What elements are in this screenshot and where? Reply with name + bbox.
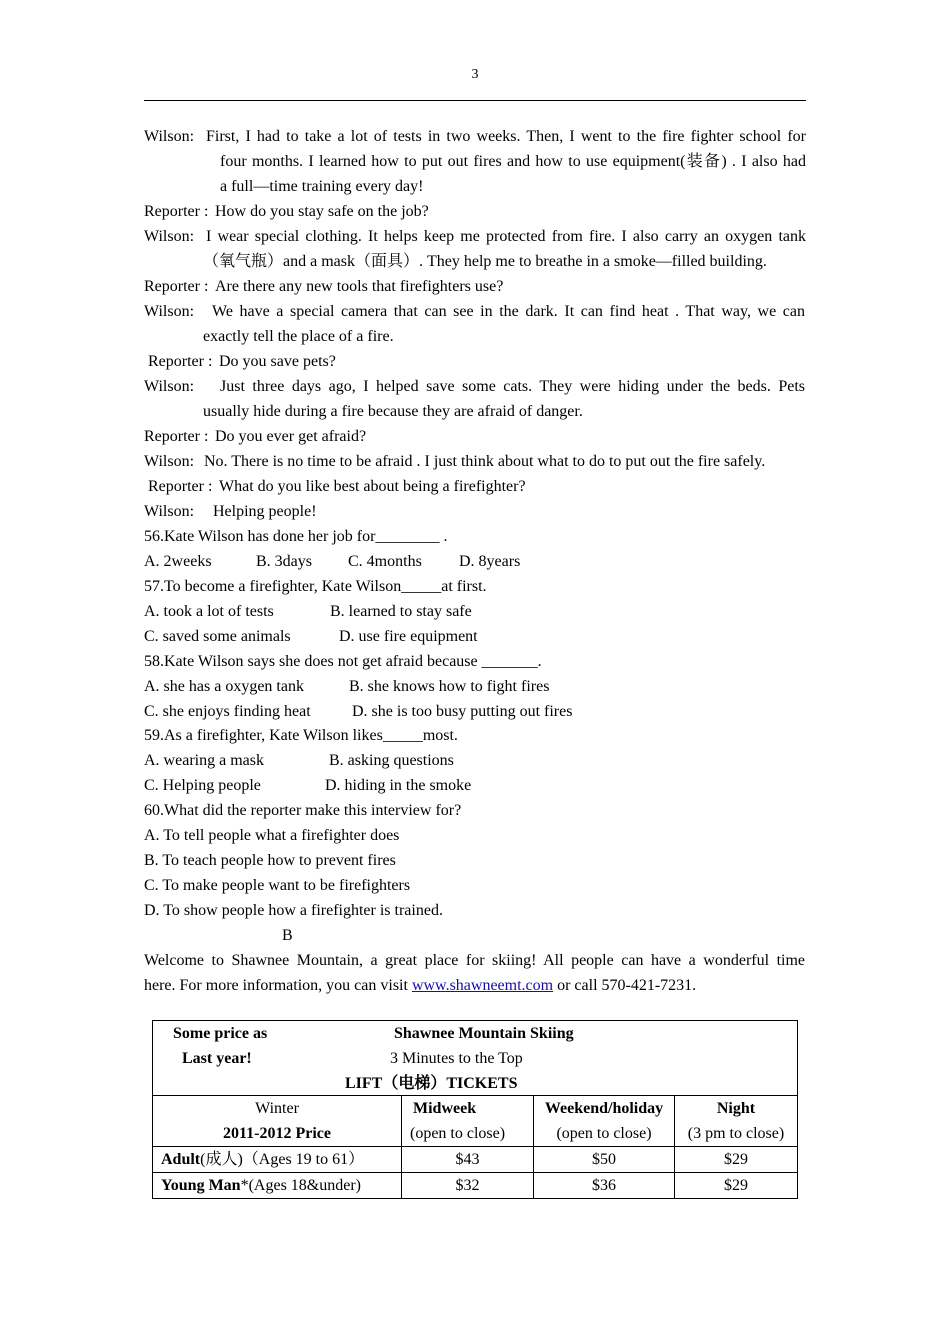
price-cell: $43 [402,1147,534,1173]
price-note-line2: Last year! [182,1050,252,1067]
dialogue-text: We have a special camera that can see in the dark. It can find heat . That way, we can [212,303,805,320]
table-header-row [153,1096,798,1147]
question-60-stem: 60.What did the reporter make this interview for? [144,802,462,819]
dialogue-speaker: Reporter : [148,478,213,495]
dialogue-text: exactly tell the place of a fire. [203,328,394,345]
table-subtitle: 3 Minutes to the Top [390,1050,523,1067]
price-cell: $36 [534,1173,675,1199]
question-57-option-a: A. took a lot of tests [144,603,274,620]
dialogue-speaker: Reporter : [144,278,209,295]
dialogue-speaker: Wilson: [144,503,195,520]
dialogue-speaker: Wilson: [144,303,195,320]
question-57-option-c: C. saved some animals [144,628,291,645]
question-58-option-a: A. she has a oxygen tank [144,678,304,695]
question-60-option-d: D. To show people how a firefighter is trained. [144,902,443,919]
question-57-option-d: D. use fire equipment [339,628,478,645]
row-label-young-man: Young Man*(Ages 18&under) [153,1173,402,1199]
dialogue-text: First, I had to take a lot of tests in two weeks. Then, I went to the fire fighter school for [206,128,806,145]
question-58-option-d: D. she is too busy putting out fires [352,703,573,720]
price-cell: $50 [534,1147,675,1173]
column-header-winter: Winter 2011-2012 Price [153,1096,402,1147]
table-row [153,1147,798,1173]
column-header-weekend: Weekend/holiday (open to close) [534,1096,675,1147]
website-link[interactable]: www.shawneemt.com [411,977,554,994]
page-number: 3 [471,67,479,82]
table-title-row [153,1021,798,1096]
dialogue-text: No. There is no time to be afraid . I just think about what to do to put out the fire safely. [204,453,766,470]
dialogue-speaker: Wilson: [144,453,195,470]
dialogue-text: usually hide during a fire because they are afraid of danger. [203,403,583,420]
dialogue-speaker: Wilson: [144,128,195,145]
dialogue-text: a full—time training every day! [220,178,424,195]
question-56-stem: 56.Kate Wilson has done her job for________ . [144,528,448,545]
dialogue-text: Just three days ago, I helped save some cats. They were hiding under the beds. Pets [220,378,805,395]
question-59-option-b: B. asking questions [329,752,454,769]
question-58-stem: 58.Kate Wilson says she does not get afraid because _______. [144,653,542,670]
question-59-option-d: D. hiding in the smoke [325,777,472,794]
dialogue-speaker: Reporter : [144,428,209,445]
question-57-stem: 57.To become a firefighter, Kate Wilson_____at first. [144,578,487,595]
price-cell: $29 [675,1147,798,1173]
lift-tickets-label: LIFT（电梯）TICKETS [345,1075,518,1092]
question-56-option-b: B. 3days [256,553,312,570]
ticket-price-table [152,1020,798,1199]
dialogue-text: Helping people! [213,503,317,520]
question-58-option-c: C. she enjoys finding heat [144,703,311,720]
question-58-option-b: B. she knows how to fight fires [349,678,550,695]
dialogue-text: Do you ever get afraid? [215,428,367,445]
dialogue-text: How do you stay safe on the job? [215,203,429,220]
dialogue-text: I wear special clothing. It helps keep me protected from fire. I also carry an oxygen tank [206,228,806,245]
dialogue-speaker: Reporter : [148,353,213,370]
question-57-option-b: B. learned to stay safe [330,603,472,620]
column-header-midweek: Midweek (open to close) [402,1096,534,1147]
question-56-option-d: D. 8years [459,553,521,570]
header-rule [144,100,806,101]
dialogue-speaker: Wilson: [144,228,195,245]
dialogue-text: What do you like best about being a firefighter? [219,478,526,495]
column-header-night: Night (3 pm to close) [675,1096,798,1147]
dialogue-text: four months. I learned how to put out fires and how to use equipment(装备) . I also had [220,153,806,170]
dialogue-speaker: Wilson: [144,378,195,395]
section-intro: Welcome to Shawnee Mountain, a great place for skiing! All people can have a wonderful time [144,952,805,969]
section-heading: B [282,927,293,944]
table-title-cell [153,1021,798,1096]
question-56-option-a: A. 2weeks [144,553,212,570]
question-60-option-c: C. To make people want to be firefighters [144,877,411,894]
dialogue-text: Do you save pets? [219,353,336,370]
dialogue-speaker: Reporter : [144,203,209,220]
question-59-option-a: A. wearing a mask [144,752,264,769]
question-60-option-b: B. To teach people how to prevent fires [144,852,396,869]
dialogue-text: （氧气瓶）and a mask（面具）. They help me to breathe in a smoke—filled building. [203,253,767,270]
price-note-line1: Some price as [173,1025,268,1042]
dialogue-text: Are there any new tools that firefighters use? [215,278,504,295]
question-59-stem: 59.As a firefighter, Kate Wilson likes_____most. [144,727,458,744]
table-row [153,1173,798,1199]
section-intro-contact: here. For more information, you can visit www.shawneemt.com or call 570-421-7231. [144,977,697,994]
question-60-option-a: A. To tell people what a firefighter does [144,827,400,844]
price-cell: $32 [402,1173,534,1199]
row-label-adult: Adult(成人)（Ages 19 to 61） [153,1147,402,1173]
table-title: Shawnee Mountain Skiing [394,1025,574,1042]
question-59-option-c: C. Helping people [144,777,261,794]
price-cell: $29 [675,1173,798,1199]
question-56-option-c: C. 4months [348,553,422,570]
